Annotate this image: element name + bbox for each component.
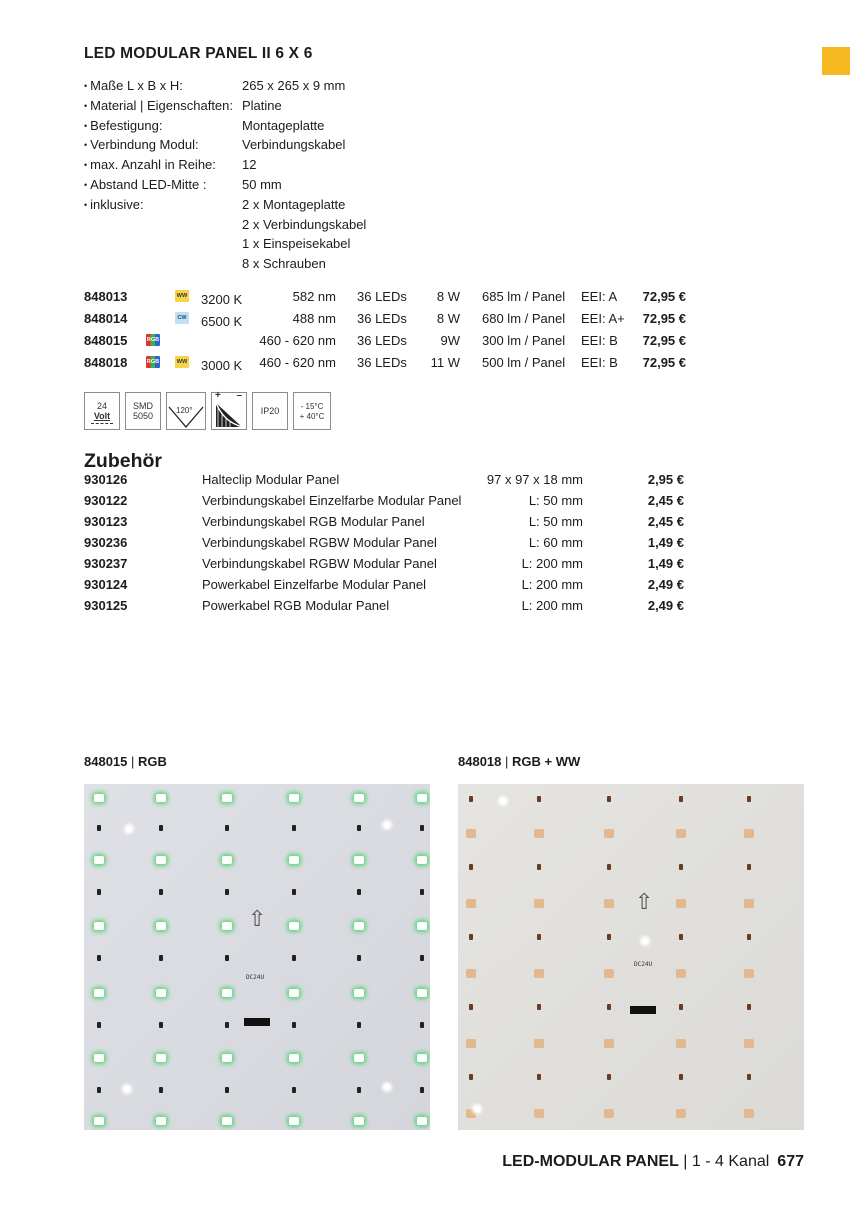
led-rgb-small [469,864,473,870]
led-rgb [94,1054,104,1062]
beam-angle-label: 120° [176,406,193,415]
spec-label: • Maße L x B x H: [84,76,242,96]
energy-class: EEI: B [581,333,618,348]
dimmer-plus: + [215,390,221,401]
led-dark [357,1087,361,1093]
article-number: 848014 [84,311,128,326]
led-dark [420,1022,424,1028]
led-rgb-small [469,1074,473,1080]
led-rgb-small [679,1074,683,1080]
price: 1,49 € [647,556,684,571]
spec-value: 265 x 265 x 9 mm [242,78,346,93]
led-dark [97,955,101,961]
led-warm-white [534,969,544,978]
led-rgb [417,794,427,802]
led-rgb [156,1054,166,1062]
color-badge-ww: WW [175,290,189,302]
wattage: 8 W [436,311,460,326]
led-rgb-small [537,1074,541,1080]
led-count: 36 LEDs [357,355,407,370]
accessory-row [84,555,704,576]
article-number: 930122 [84,493,128,508]
caption-separator: | [501,754,512,769]
led-dark [292,1022,296,1028]
led-warm-white [604,899,614,908]
accessory-dimension: 97 x 97 x 18 mm [486,472,583,487]
led-rgb [94,1117,104,1125]
wavelength: 460 - 620 nm [259,355,336,370]
led-rgb-small [747,1074,751,1080]
spec-row [84,96,366,116]
led-dark [97,825,101,831]
article-number: 930125 [84,598,128,613]
ip-rating-label: IP20 [260,406,280,416]
led-rgb [156,1117,166,1125]
accessory-description: Powerkabel Einzelfarbe Modular Panel [202,577,427,592]
accessory-row [84,471,704,492]
accessory-row [84,492,704,513]
led-dark [292,1087,296,1093]
smd-line1: SMD [133,401,153,411]
led-dark [225,825,229,831]
led-warm-white [534,829,544,838]
dimmable-icon [211,392,247,430]
led-rgb-small [537,864,541,870]
led-dark [225,955,229,961]
led-warm-white [534,899,544,908]
energy-class: EEI: A [581,289,618,304]
price: 2,95 € [647,472,684,487]
led-dark [159,1087,163,1093]
wavelength: 488 nm [292,311,336,326]
lumen: 685 lm / Panel [482,289,566,304]
caption-article: 848015 [84,754,128,769]
led-warm-white [744,899,754,908]
led-warm-white [604,969,614,978]
accessory-dimension: L: 200 mm [521,598,583,613]
spec-row [84,195,366,215]
led-white [384,822,390,828]
led-rgb [94,922,104,930]
voltage-icon [84,392,120,430]
led-white [384,1084,390,1090]
led-rgb [417,856,427,864]
led-rgb-small [679,864,683,870]
spec-label: • Verbindung Modul: [84,135,242,155]
led-rgb-small [607,864,611,870]
accessory-row [84,534,704,555]
spec-value: Platine [242,97,282,113]
led-rgb [222,856,232,864]
product-table [84,287,704,375]
led-rgb-small [607,934,611,940]
led-warm-white [744,969,754,978]
page-title: LED MODULAR PANEL II 6 X 6 [84,45,313,62]
ip-rating-icon [252,392,288,430]
spec-value: 12 [242,157,257,173]
led-rgb [222,989,232,997]
article-number: 848013 [84,289,128,304]
caption-type: RGB + WW [512,754,581,769]
spec-value: Verbindungskabel [242,137,346,153]
smd-icon [125,392,161,430]
article-number: 930123 [84,514,128,529]
lumen: 300 lm / Panel [482,333,566,348]
led-dark [97,1087,101,1093]
color-badge-cw: CW [175,312,189,324]
wattage: 9W [440,333,460,348]
led-rgb [289,1054,299,1062]
price: 72,95 € [642,333,686,348]
led-rgb-small [469,1004,473,1010]
spec-label: • max. Anzahl in Reihe: [84,155,242,175]
led-dark [292,955,296,961]
led-count: 36 LEDs [357,333,407,348]
spec-value: 50 mm [242,176,282,192]
accessory-description: Verbindungskabel RGBW Modular Panel [202,535,437,550]
led-rgb-small [747,796,751,802]
led-rgb-small [607,796,611,802]
led-dark [159,889,163,895]
led-warm-white [676,829,686,838]
led-dark [225,889,229,895]
price: 72,95 € [642,289,686,304]
led-dark [357,955,361,961]
accessory-row [84,597,704,618]
led-rgb-small [747,864,751,870]
spec-row [84,155,366,175]
led-dark [420,1087,424,1093]
led-rgb [156,922,166,930]
spec-row [84,76,366,96]
led-dark [159,825,163,831]
article-number: 848018 [84,355,128,370]
spec-label: • Befestigung: [84,116,242,136]
smd-line2: 5050 [132,410,154,421]
led-dark [420,889,424,895]
led-rgb [289,794,299,802]
color-temperature: 6500 K [201,314,243,329]
color-badge-ww: WW [175,356,189,368]
led-count: 36 LEDs [357,289,407,304]
product-row [84,331,704,353]
spec-value: 2 x Verbindungskabel [242,216,367,232]
board-print: DC24U [246,974,265,981]
led-warm-white [676,899,686,908]
accessory-dimension: L: 200 mm [521,556,583,571]
spec-label [84,215,242,235]
footer-separator: | [678,1153,692,1170]
caption-article: 848018 [458,754,502,769]
led-dark [159,1022,163,1028]
led-warm-white [466,1039,476,1048]
footer-subtitle: 1 - 4 Kanal [691,1153,770,1170]
led-dark [292,889,296,895]
image-caption-right [458,754,580,769]
color-temperature: 3000 K [201,358,243,373]
accessory-row [84,513,704,534]
spec-value: Montageplatte [242,117,325,133]
led-white [124,1086,130,1092]
accessory-description: Verbindungskabel RGB Modular Panel [202,514,425,529]
article-number: 930124 [84,577,128,592]
led-rgb [289,922,299,930]
led-rgb-small [537,934,541,940]
led-rgb [156,856,166,864]
led-rgb [417,922,427,930]
accessory-row [84,576,704,597]
led-warm-white [466,899,476,908]
led-rgb-small [679,934,683,940]
product-row [84,309,704,331]
accessory-description: Powerkabel RGB Modular Panel [202,598,390,613]
color-badge-rgb: RGB [146,356,160,368]
led-rgb-small [747,934,751,940]
brand-logo [244,1018,270,1026]
price: 72,95 € [642,311,686,326]
article-number: 930126 [84,472,128,487]
led-rgb [417,1117,427,1125]
led-rgb [354,922,364,930]
led-warm-white [534,1039,544,1048]
led-rgb-small [607,1074,611,1080]
footer-title: LED-MODULAR PANEL [502,1153,679,1170]
led-warm-white [676,969,686,978]
accessory-dimension: L: 200 mm [521,577,583,592]
spec-label: • Material | Eigenschaften: [84,96,242,116]
led-rgb [354,1117,364,1125]
image-caption-left [84,754,167,769]
led-dark [97,1022,101,1028]
spec-label: • Abstand LED-Mitte : [84,175,242,195]
led-rgb [289,989,299,997]
lumen: 500 lm / Panel [482,355,566,370]
led-rgb [354,794,364,802]
led-rgb-small [679,796,683,802]
led-rgb [354,856,364,864]
panel-photo-rgb [84,784,430,1130]
accessory-description: Verbindungskabel Einzelfarbe Modular Panel [202,493,462,508]
spec-label: • inklusive: [84,195,242,215]
price: 2,49 € [647,598,684,613]
led-rgb [417,989,427,997]
accessories-heading: Zubehör [84,450,162,472]
led-count: 36 LEDs [357,311,407,326]
led-white [474,1106,480,1112]
led-rgb-small [537,796,541,802]
price: 2,45 € [647,514,684,529]
led-warm-white [744,829,754,838]
accessory-description: Verbindungskabel RGBW Modular Panel [202,556,437,571]
led-dark [357,889,361,895]
color-temperature: 3200 K [201,292,243,307]
led-rgb [289,856,299,864]
accessory-dimension: L: 60 mm [528,535,583,550]
beam-angle-icon [166,392,206,430]
energy-class: EEI: B [581,355,618,370]
article-number: 848015 [84,333,128,348]
led-dark [159,955,163,961]
accessory-description: Halteclip Modular Panel [202,472,340,487]
led-rgb-small [747,1004,751,1010]
temperature-icon [293,392,331,430]
led-warm-white [534,1109,544,1118]
led-dark [97,889,101,895]
led-rgb-small [469,796,473,802]
article-number: 930236 [84,535,128,550]
led-warm-white [676,1109,686,1118]
led-dark [420,825,424,831]
wavelength: 582 nm [292,289,336,304]
page-number: 677 [777,1153,804,1170]
temp-max: + 40°C [299,411,325,421]
accessory-dimension: L: 50 mm [528,493,583,508]
led-warm-white [676,1039,686,1048]
lumen: 680 lm / Panel [482,311,566,326]
led-rgb-small [679,1004,683,1010]
led-dark [357,825,361,831]
spec-value: 1 x Einspeisekabel [242,236,351,252]
spec-row [84,175,366,195]
spec-row [84,254,366,274]
led-warm-white [604,829,614,838]
wavelength: 460 - 620 nm [259,333,336,348]
led-rgb [417,1054,427,1062]
led-warm-white [744,1109,754,1118]
led-rgb [289,1117,299,1125]
board-print: DC24U [634,961,653,968]
spec-row [84,135,366,155]
led-rgb [222,1117,232,1125]
wattage: 8 W [436,289,460,304]
led-rgb-small [469,934,473,940]
spec-row [84,116,366,136]
led-rgb [156,989,166,997]
led-rgb [94,794,104,802]
led-warm-white [604,1039,614,1048]
led-warm-white [604,1109,614,1118]
arrow-up-icon: ⇧ [635,889,654,914]
led-rgb-small [607,1004,611,1010]
energy-class: EEI: A+ [581,311,625,326]
led-rgb [156,794,166,802]
caption-type: RGB [138,754,167,769]
spec-label [84,234,242,254]
led-dark [292,825,296,831]
led-warm-white [466,969,476,978]
led-warm-white [744,1039,754,1048]
voltage-unit: Volt [93,410,111,421]
spec-row [84,215,366,235]
led-warm-white [466,829,476,838]
article-number: 930237 [84,556,128,571]
wattage: 11 W [430,355,460,370]
feature-icons [84,392,344,432]
led-rgb-small [537,1004,541,1010]
color-badge-rgb: RGB [146,334,160,346]
spec-row [84,234,366,254]
led-rgb [222,1054,232,1062]
led-white [126,826,132,832]
voltage-value: 24 [96,401,107,411]
arrow-up-icon: ⇧ [248,906,267,931]
led-white [642,938,648,944]
spec-value: 2 x Montageplatte [242,196,346,212]
product-row [84,287,704,309]
led-white [500,798,506,804]
led-dark [420,955,424,961]
spec-list [84,76,366,274]
brand-logo [630,1006,656,1014]
led-dark [225,1022,229,1028]
section-tab-marker [822,47,850,75]
price: 2,49 € [647,577,684,592]
panel-photo-rgb-ww [458,784,804,1130]
led-rgb [222,922,232,930]
product-row [84,353,704,375]
temp-min: - 15°C [300,402,324,411]
spec-label [84,254,242,274]
price: 2,45 € [647,493,684,508]
led-rgb [354,1054,364,1062]
price: 72,95 € [642,355,686,370]
spec-value: 8 x Schrauben [242,256,326,272]
accessories-table [84,471,704,618]
accessory-dimension: L: 50 mm [528,514,583,529]
caption-separator: | [127,754,138,769]
led-rgb [94,989,104,997]
dimmer-minus: – [236,390,242,401]
led-rgb [94,856,104,864]
led-rgb [222,794,232,802]
page-footer [502,1153,804,1171]
led-rgb [354,989,364,997]
led-dark [357,1022,361,1028]
price: 1,49 € [647,535,684,550]
led-dark [225,1087,229,1093]
